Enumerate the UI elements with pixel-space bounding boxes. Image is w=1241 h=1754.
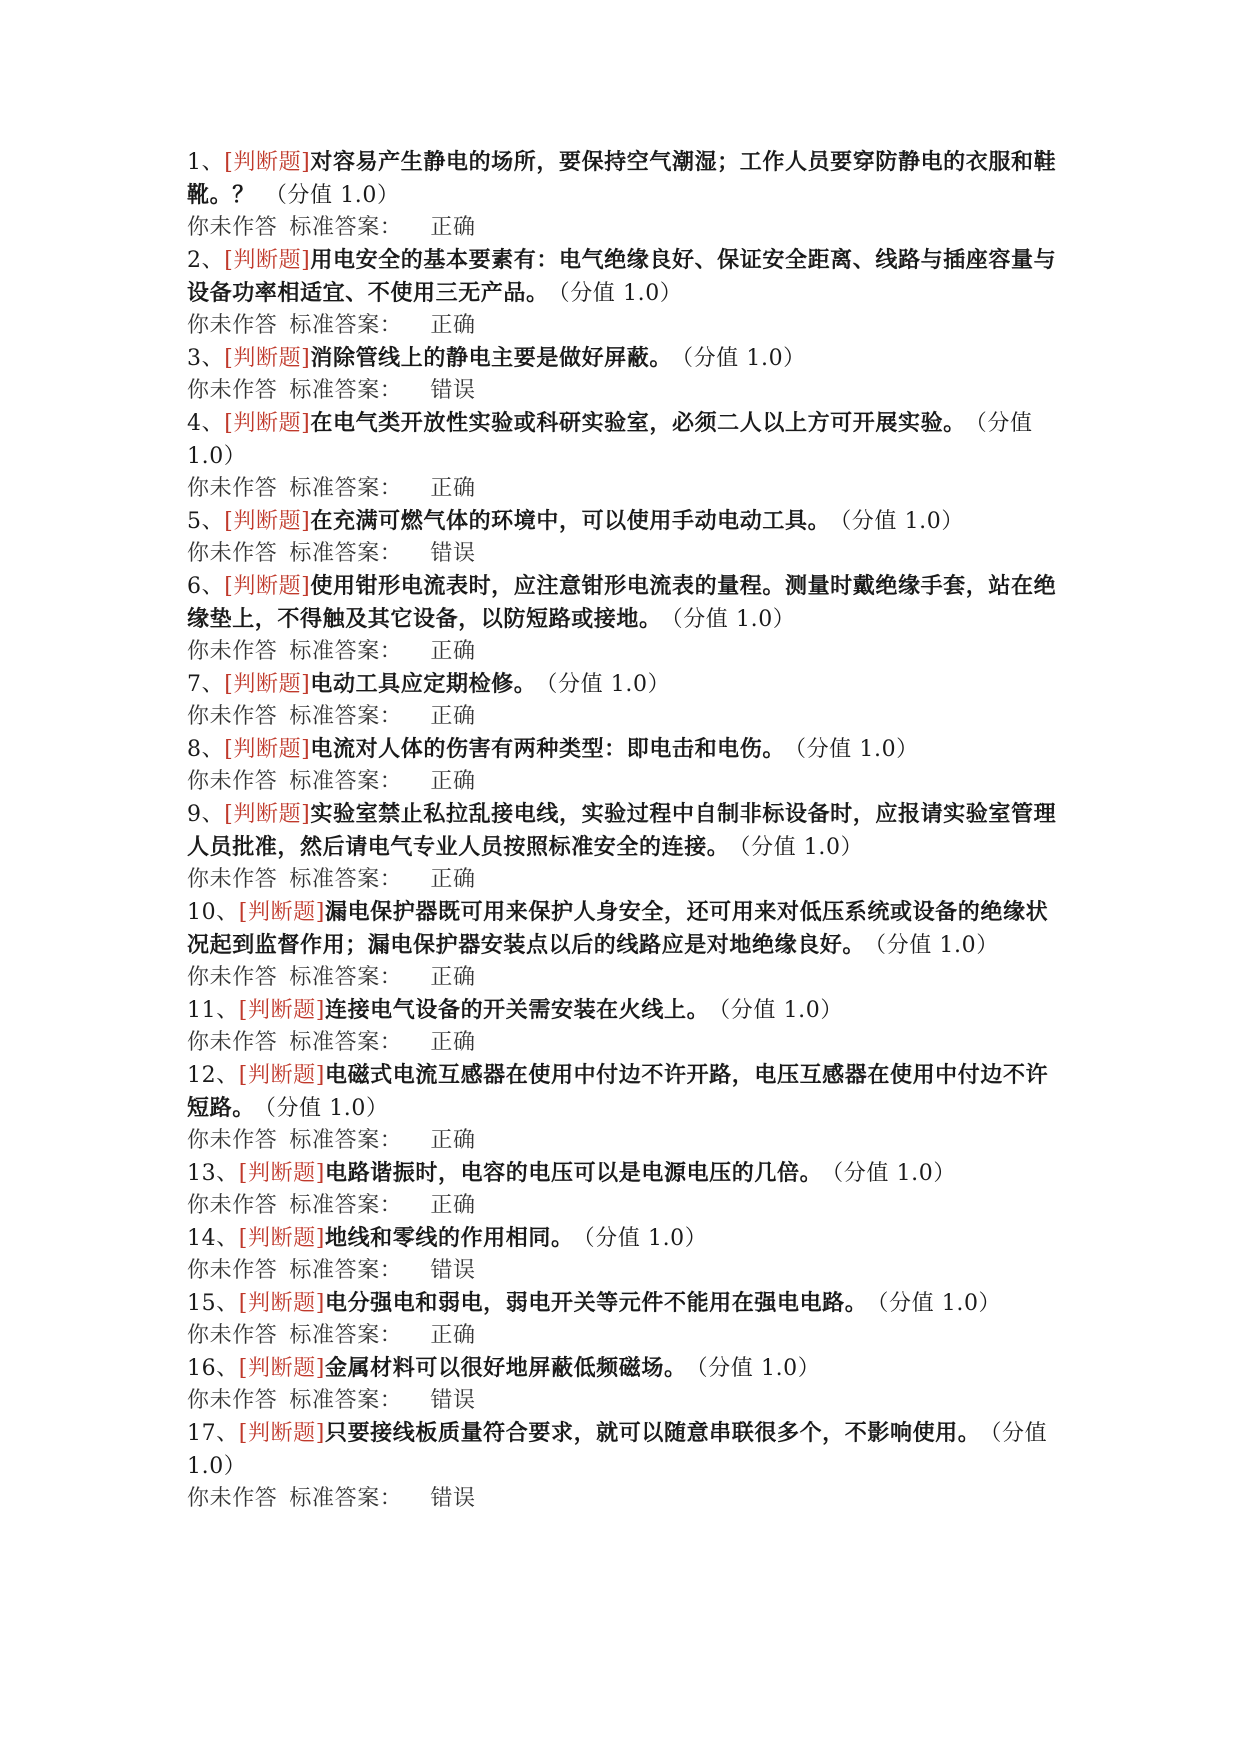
- question-text-block: [187, 1157, 1065, 1190]
- question-text: 地线和零线的作用相同。: [324, 1225, 574, 1251]
- question-score: （分值 1.0）: [681, 346, 806, 371]
- standard-answer-value: 正确: [430, 1128, 476, 1153]
- not-answered-label: 你未作答: [187, 704, 278, 729]
- question-type-tag: [判断题]: [224, 737, 311, 762]
- standard-answer-label: 标准答案：: [289, 1030, 403, 1055]
- question-item: [187, 505, 1065, 570]
- question-type-tag: [判断题]: [224, 509, 311, 534]
- question-item: [187, 1059, 1065, 1157]
- question-item: [187, 1157, 1065, 1222]
- question-number: 9、: [187, 802, 225, 827]
- standard-answer-value: 错误: [430, 541, 476, 566]
- question-item: [187, 342, 1065, 407]
- question-score: （分值 1.0）: [875, 933, 999, 958]
- question-list: [187, 146, 1065, 1515]
- question-number: 8、: [187, 737, 225, 762]
- question-score: （分值 1.0）: [696, 1356, 821, 1381]
- question-item: [187, 896, 1065, 994]
- question-text-block: [187, 1417, 1065, 1483]
- question-text-block: [187, 668, 1065, 701]
- question-text-block: [187, 505, 1065, 538]
- not-answered-label: 你未作答: [187, 378, 278, 403]
- question-item: [187, 1222, 1065, 1287]
- not-answered-label: 你未作答: [187, 965, 278, 990]
- question-number: 2、: [187, 248, 225, 273]
- question-item: [187, 146, 1065, 244]
- not-answered-label: 你未作答: [187, 476, 278, 501]
- question-type-tag: [判断题]: [238, 1356, 325, 1381]
- question-number: 17、: [187, 1421, 239, 1446]
- standard-answer-label: 标准答案：: [289, 215, 403, 240]
- question-text-block: [187, 1059, 1065, 1125]
- question-text: 在充满可燃气体的环境中，可以使用手动电动工具。: [310, 508, 831, 534]
- question-text-block: [187, 1352, 1065, 1385]
- question-text: 消除管线上的静电主要是做好屏蔽。: [310, 345, 672, 371]
- answer-line: [187, 864, 1065, 896]
- answer-line: [187, 1483, 1065, 1515]
- question-score: （分值 1.0）: [671, 607, 796, 632]
- standard-answer-value: 错误: [430, 1486, 476, 1511]
- question-score: （分值 1.0）: [187, 1421, 1048, 1479]
- question-type-tag: [判断题]: [238, 1161, 325, 1186]
- question-number: 4、: [187, 411, 225, 436]
- question-text-block: [187, 146, 1065, 212]
- standard-answer-value: 正确: [430, 313, 476, 338]
- question-item: [187, 1352, 1065, 1417]
- question-number: 10、: [187, 900, 239, 925]
- question-text: 电动工具应定期检修。: [310, 671, 537, 697]
- answer-line: [187, 538, 1065, 570]
- answer-line: [187, 701, 1065, 733]
- question-text-block: [187, 1222, 1065, 1255]
- standard-answer-value: 正确: [430, 965, 476, 990]
- question-text: 用电安全的基本要素有：电气绝缘良好、保证安全距离、线路与插座容量与设备功率相适宜、不使用三无产品。: [187, 247, 1057, 306]
- question-text: 电分强电和弱电，弱电开关等元件不能用在强电电路。: [324, 1290, 868, 1316]
- question-text-block: [187, 407, 1065, 473]
- question-text-block: [187, 994, 1065, 1027]
- standard-answer-label: 标准答案：: [289, 965, 403, 990]
- standard-answer-label: 标准答案：: [289, 541, 403, 566]
- standard-answer-label: 标准答案：: [289, 769, 403, 794]
- not-answered-label: 你未作答: [187, 1030, 278, 1055]
- answer-line: [187, 473, 1065, 505]
- standard-answer-value: 正确: [430, 704, 476, 729]
- question-score: （分值 1.0）: [719, 998, 843, 1023]
- question-type-tag: [判断题]: [238, 1063, 325, 1088]
- not-answered-label: 你未作答: [187, 1128, 278, 1153]
- answer-line: [187, 962, 1065, 994]
- not-answered-label: 你未作答: [187, 867, 278, 892]
- question-score: （分值 1.0）: [264, 1096, 389, 1121]
- standard-answer-value: 正确: [430, 1030, 476, 1055]
- standard-answer-label: 标准答案：: [289, 704, 403, 729]
- question-number: 16、: [187, 1356, 239, 1381]
- question-text-block: [187, 342, 1065, 375]
- question-number: 1、: [187, 150, 225, 175]
- answer-line: [187, 766, 1065, 798]
- question-score: （分值 1.0）: [583, 1226, 708, 1251]
- question-text: 连接电气设备的开关需安装在火线上。: [324, 997, 710, 1023]
- question-number: 11、: [187, 998, 239, 1023]
- question-item: [187, 994, 1065, 1059]
- question-number: 14、: [187, 1226, 239, 1251]
- standard-answer-value: 正确: [430, 476, 476, 501]
- standard-answer-label: 标准答案：: [289, 1388, 403, 1413]
- question-number: 7、: [187, 672, 225, 697]
- question-score: （分值 1.0）: [877, 1291, 1002, 1316]
- question-score: （分值 1.0）: [794, 737, 919, 762]
- question-score: （分值 1.0）: [546, 672, 671, 697]
- question-score: （分值 1.0）: [739, 835, 864, 860]
- question-type-tag: [判断题]: [224, 672, 311, 697]
- question-item: [187, 1417, 1065, 1515]
- standard-answer-label: 标准答案：: [289, 476, 403, 501]
- standard-answer-label: 标准答案：: [289, 639, 403, 664]
- question-item: [187, 570, 1065, 668]
- question-text: 在电气类开放性实验或科研实验室，必须二人以上方可开展实验。: [310, 410, 966, 436]
- question-type-tag: [判断题]: [238, 1291, 325, 1316]
- question-score: （分值 1.0）: [187, 411, 1033, 469]
- standard-answer-label: 标准答案：: [289, 867, 403, 892]
- not-answered-label: 你未作答: [187, 541, 278, 566]
- standard-answer-label: 标准答案：: [289, 1128, 403, 1153]
- not-answered-label: 你未作答: [187, 1486, 278, 1511]
- question-text-block: [187, 798, 1065, 864]
- answer-line: [187, 1320, 1065, 1352]
- answer-line: [187, 1255, 1065, 1287]
- question-text-block: [187, 570, 1065, 636]
- answer-line: [187, 1027, 1065, 1059]
- not-answered-label: 你未作答: [187, 769, 278, 794]
- question-text-block: [187, 896, 1065, 962]
- not-answered-label: 你未作答: [187, 639, 278, 664]
- question-type-tag: [判断题]: [238, 900, 325, 925]
- not-answered-label: 你未作答: [187, 1193, 278, 1218]
- standard-answer-value: 正确: [430, 639, 476, 664]
- standard-answer-label: 标准答案：: [289, 1486, 403, 1511]
- standard-answer-value: 正确: [430, 215, 476, 240]
- standard-answer-label: 标准答案：: [289, 1258, 403, 1283]
- standard-answer-value: 错误: [430, 1388, 476, 1413]
- question-type-tag: [判断题]: [238, 1421, 325, 1446]
- question-item: [187, 798, 1065, 896]
- question-item: [187, 733, 1065, 798]
- standard-answer-value: 正确: [430, 1323, 476, 1348]
- question-number: 5、: [187, 509, 225, 534]
- question-text: 金属材料可以很好地屏蔽低频磁场。: [324, 1355, 687, 1381]
- standard-answer-label: 标准答案：: [289, 1193, 403, 1218]
- question-type-tag: [判断题]: [224, 150, 311, 175]
- question-number: 3、: [187, 346, 225, 371]
- question-score: （分值 1.0）: [264, 183, 400, 208]
- question-text-block: [187, 244, 1065, 310]
- not-answered-label: 你未作答: [187, 313, 278, 338]
- question-text: 电路谐振时，电容的电压可以是电源电压的几倍。: [324, 1160, 823, 1186]
- question-text-block: [187, 733, 1065, 766]
- answer-line: [187, 212, 1065, 244]
- answer-line: [187, 1190, 1065, 1222]
- question-text: 只要接线板质量符合要求，就可以随意串联很多个，不影响使用。: [324, 1420, 981, 1446]
- question-text: 对容易产生静电的场所，要保持空气潮湿；工作人员要穿防静电的衣服和鞋靴。？: [187, 149, 1057, 208]
- question-text: 实验室禁止私拉乱接电线，实验过程中自制非标设备时，应报请实验室管理人员批准，然后请电气专业人员按照标准安全的连接。: [187, 801, 1057, 860]
- standard-answer-label: 标准答案：: [289, 313, 403, 338]
- question-score: （分值 1.0）: [840, 509, 964, 534]
- not-answered-label: 你未作答: [187, 1323, 278, 1348]
- question-number: 15、: [187, 1291, 239, 1316]
- question-type-tag: [判断题]: [224, 802, 311, 827]
- question-item: [187, 244, 1065, 342]
- standard-answer-value: 错误: [430, 378, 476, 403]
- standard-answer-label: 标准答案：: [289, 378, 403, 403]
- question-number: 12、: [187, 1063, 239, 1088]
- not-answered-label: 你未作答: [187, 1388, 278, 1413]
- question-item: [187, 668, 1065, 733]
- question-type-tag: [判断题]: [224, 248, 311, 273]
- question-type-tag: [判断题]: [224, 411, 311, 436]
- standard-answer-value: 正确: [430, 867, 476, 892]
- answer-line: [187, 1125, 1065, 1157]
- standard-answer-value: 错误: [430, 1258, 476, 1283]
- not-answered-label: 你未作答: [187, 1258, 278, 1283]
- question-item: [187, 407, 1065, 505]
- question-type-tag: [判断题]: [224, 346, 311, 371]
- standard-answer-value: 正确: [430, 1193, 476, 1218]
- answer-line: [187, 310, 1065, 342]
- question-score: （分值 1.0）: [832, 1161, 956, 1186]
- question-score: （分值 1.0）: [558, 281, 683, 306]
- question-text: 使用钳形电流表时，应注意钳形电流表的量程。测量时戴绝缘手套，站在绝缘垫上，不得触及其它设备，以防短路或接地。: [187, 573, 1057, 632]
- question-number: 13、: [187, 1161, 239, 1186]
- question-text-block: [187, 1287, 1065, 1320]
- answer-line: [187, 1385, 1065, 1417]
- question-text: 电流对人体的伤害有两种类型：即电击和电伤。: [310, 736, 785, 762]
- question-item: [187, 1287, 1065, 1352]
- standard-answer-value: 正确: [430, 769, 476, 794]
- question-text: 电磁式电流互感器在使用中付边不许开路，电压互感器在使用中付边不许短路。: [187, 1062, 1049, 1121]
- question-number: 6、: [187, 574, 225, 599]
- answer-line: [187, 636, 1065, 668]
- question-text: 漏电保护器既可用来保护人身安全，还可用来对低压系统或设备的绝缘状况起到监督作用；漏电保护器安装点以后的线路应是对地绝缘良好。: [187, 899, 1049, 958]
- question-type-tag: [判断题]: [238, 998, 325, 1023]
- question-type-tag: [判断题]: [238, 1226, 325, 1251]
- not-answered-label: 你未作答: [187, 215, 278, 240]
- question-type-tag: [判断题]: [224, 574, 311, 599]
- answer-line: [187, 375, 1065, 407]
- standard-answer-label: 标准答案：: [289, 1323, 403, 1348]
